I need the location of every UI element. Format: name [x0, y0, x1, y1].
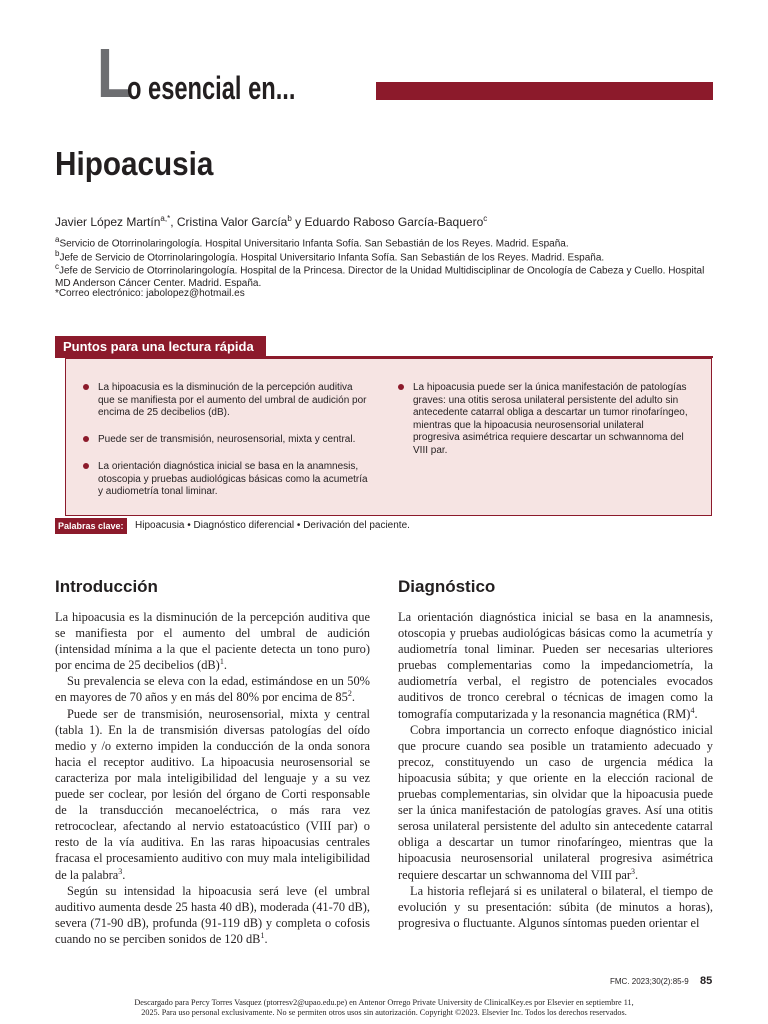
bullet-icon: [83, 384, 89, 390]
affiliation-text: *Correo electrónico: jabolopez@hotmail.es: [55, 288, 245, 299]
download-notice-line: 2025. Para uso personal exclusivamente. No se permiten otros usos sin autorización. Copyright ©2023. Elsevier Inc. Todos los derechos reservados.: [141, 1008, 627, 1017]
paragraph: Según su intensidad la hipoacusia será leve (el umbral auditivo aumenta desde 25 hasta 40 dB), moderada (41-70 dB), severa (71-90 dB), profunda (91-119 dB) y completa o cofosis cuando no se perciben sonidos de 120 $dB^1$.: [55, 883, 370, 946]
key-point: [413, 382, 693, 457]
affiliation-text: Jefe de Servicio de Otorrinolaringología. Hospital de la Princesa. Director de la Unidad Multidisciplinar de Oncología de Cabeza y Cuello. Hospital MD Anderson Cáncer Center. Madrid. España.: [55, 265, 705, 290]
author-name: Eduardo Raboso García-Baquero: [304, 215, 484, 229]
download-notice-line: Descargado para Percy Torres Vasquez (ptorresv2@upao.edu.pe) en Antenor Orrego Private University de ClinicalKey.es por Elsevier en septiembre 11,: [134, 998, 634, 1007]
affiliation: [55, 260, 705, 290]
key-point-text: La orientación diagnóstica inicial se basa en la anamnesis, otoscopia y pruebas audiológicas básicas como la acumetría y audiometría tonal liminar.: [98, 461, 368, 497]
journal-citation: FMC. 2023;30(2):85-9: [610, 977, 689, 986]
affiliation-text: Jefe de Servicio de Otorrinolaringología. Hospital Universitario Infanta Sofía. San Sebastián de los Reyes. Madrid. España.: [59, 252, 605, 264]
intro-heading: Introducción: [55, 577, 158, 596]
key-point: [98, 382, 368, 420]
key-point-text: La hipoacusia es la disminución de la percepción auditiva que se manifiesta por el aumento del umbral de audición por encima de 25 decibelios (dB).: [98, 382, 367, 418]
reference-mark[interactable]: 4: [690, 705, 695, 715]
author-name: Cristina Valor García: [176, 215, 288, 229]
download-notice: [0, 998, 768, 1018]
section-initial-letter: L: [97, 34, 133, 112]
reference-mark[interactable]: 2: [347, 689, 352, 699]
keywords-text: Hipoacusia • Diagnóstico diferencial • Derivación del paciente.: [135, 520, 410, 531]
paragraph: La historia reflejará si es unilateral o bilateral, el tiempo de evolución y su presentación: súbita (de minutos a horas), progresiva o fluctuante. Algunos síntomas pueden orientar el: [398, 883, 713, 930]
diagnosis-body: [398, 609, 713, 931]
paragraph: Su prevalencia se eleva con la edad, estimándose en un 50% en mayores de 70 años y en más del 80% por encima de $85^2$.: [55, 674, 370, 705]
reference-mark[interactable]: 1: [260, 930, 265, 940]
paragraph: Puede ser de transmisión, neurosensorial, mixta y central (tabla 1). En la de transmisión diversas patologías del oído medio y /o externo impiden la conducción de la onda sonora hacia el receptor auditivo. La hipoacusia neurosensorial se caracteriza por mala inteligibilidad del lenguaje y a su vez puede ser coclear, por lesión del órgano de Corti responsable de la transducción mecanoeléctrica, o más rara vez retrococlear, afectando al nervio estatoacústico (VIII par) o resto de la vía auditiva. En las raras hipoacusias centrales fracasa el procesamiento auditivo con muy mala inteligibilidad de la palabra$^3$.: [55, 706, 370, 882]
key-point-text: Puede ser de transmisión, neurosensorial, mixta y central.: [98, 434, 356, 445]
key-point: [98, 461, 368, 499]
bullet-icon: [83, 436, 89, 442]
author-separator: ,: [170, 215, 177, 229]
affiliation-mark: a: [55, 235, 60, 244]
author-affiliation-mark: c: [483, 214, 488, 223]
author-separator: y: [291, 215, 305, 229]
author-affiliation-mark: a,*: [160, 214, 171, 223]
diagnosis-heading: Diagnóstico: [398, 577, 496, 596]
reference-mark[interactable]: 3: [631, 866, 636, 876]
article-title: Hipoacusia: [55, 145, 214, 182]
key-point-text: La hipoacusia puede ser la única manifestación de patologías graves: una otitis serosa unilateral persistente del adulto sin antecedente catarral obliga a descartar un tumor rinofaríngeo, mientras que la hipoacusia neurosensorial unilateral progresiva asimétrica requiere descartar un schwannoma del VIII par.: [413, 382, 688, 456]
affiliation-text: Servicio de Otorrinolaringología. Hospital Universitario Infanta Sofía. San Sebastián de los Reyes. Madrid. España.: [59, 238, 569, 250]
affiliation-mark: c: [55, 262, 59, 271]
paragraph: La hipoacusia es la disminución de la percepción auditiva que se manifiesta por el aumento del umbral de audición (intensidad mínima a la que el paciente detecta un tono puro) por encima de 25 decibelios (dB)$^1$.: [55, 610, 370, 673]
author-name: Javier López Martín: [55, 215, 161, 229]
bullet-icon: [83, 463, 89, 469]
page-number: 85: [700, 975, 713, 987]
key-points-title: Puntos para una lectura rápida: [55, 336, 266, 358]
intro-body: [55, 609, 370, 947]
reference-mark[interactable]: 1: [219, 657, 224, 667]
paragraph: La orientación diagnóstica inicial se basa en la anamnesis, otoscopia y pruebas audiológicas básicas como la acumetría y audiometría tonal liminar. Pueden ser necesarias ulteriores pruebas complementarias como la impedanciometría, la audiometría verbal, el registro de potenciales evocados auditivos de tronco cerebral o técnicas de imagen como la tomografía computarizada y la resonancia magnética (RM)$^4$.: [398, 610, 713, 721]
reference-mark[interactable]: 3: [118, 866, 123, 876]
header-accent-bar: [376, 82, 713, 100]
section-title: o esencial en...: [127, 70, 296, 106]
corresponding-email: [55, 287, 705, 300]
affiliation-mark: b: [55, 249, 60, 258]
bullet-icon: [398, 384, 404, 390]
author-affiliation-mark: b: [287, 214, 292, 223]
author-list: [55, 211, 487, 230]
paragraph: Cobra importancia un correcto enfoque diagnóstico inicial que procure cuando sea posible un tratamiento adecuado y precoz, constituyendo un caso de urgencia médica la hipoacusia súbita; y que oriente en la elección racional de pruebas complementarias, sin olvidar que la hipoacusia puede ser la única manifestación de patologías graves. Así una otitis serosa unilateral persistente del adulto sin antecedente catarral obliga a descartar un tumor rinofaríngeo, mientras que la hipoacusia neurosensorial unilateral progresiva asimétrica requiere descartar un schwannoma del VIII par$^3$.: [398, 722, 713, 882]
key-point: [98, 434, 368, 447]
keywords-label: Palabras clave:: [55, 518, 127, 534]
